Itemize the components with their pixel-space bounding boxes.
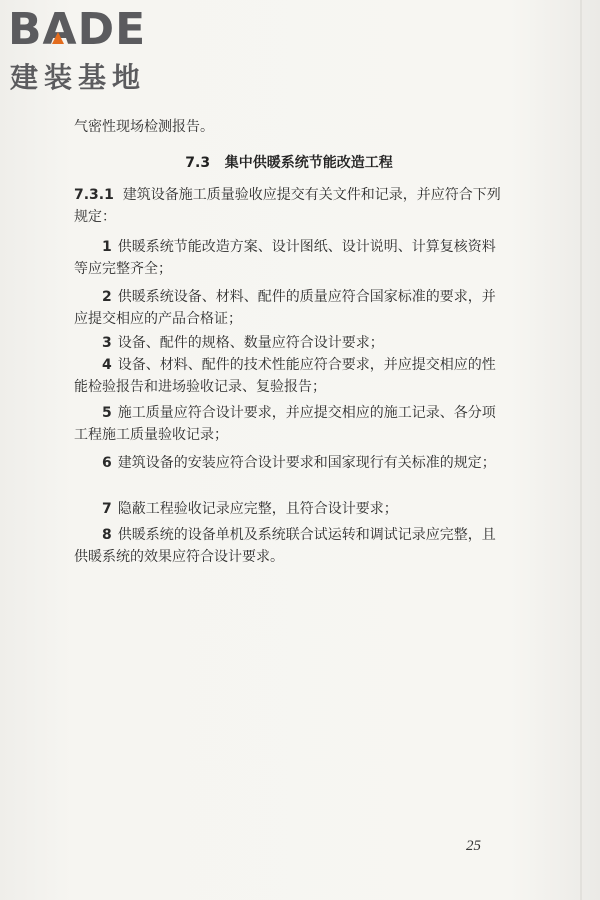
logo-letter-a: A [42, 4, 78, 55]
logo-wordmark [8, 6, 146, 54]
item-text: 建筑设备的安装应符合设计要求和国家现行有关标准的规定； [117, 455, 496, 471]
list-item [74, 332, 504, 354]
item-text: 供暖系统的设备单机及系统联合试运转和调试记录应完整，且供暖系统的效果应符合设计要求。 [74, 527, 496, 565]
item-number: 6 [102, 455, 112, 471]
list-item [74, 236, 504, 280]
item-number: 5 [102, 405, 112, 421]
intro-line: 气密性现场检测报告。 [74, 119, 214, 135]
item-number: 8 [102, 527, 112, 543]
list-item [74, 354, 504, 398]
item-number: 1 [102, 239, 112, 255]
item-text: 施工质量应符合设计要求，并应提交相应的施工记录、各分项工程施工质量验收记录； [74, 405, 496, 443]
section-heading [74, 152, 504, 172]
page-edge [580, 0, 582, 900]
clause-paragraph [74, 184, 504, 228]
logo-letter-b: B [8, 4, 43, 55]
item-text: 设备、材料、配件的技术性能应符合要求，并应提交相应的性能检验报告和进场验收记录、复验报告； [74, 357, 496, 395]
item-text: 隐蔽工程验收记录应完整，且符合设计要求； [117, 501, 398, 517]
bade-logo [8, 6, 178, 96]
list-item [74, 452, 504, 474]
item-number: 3 [102, 335, 112, 351]
logo-letters-de: DE [77, 4, 147, 55]
list-item [74, 286, 504, 330]
list-item [74, 402, 504, 446]
item-text: 供暖系统节能改造方案、设计图纸、设计说明、计算复核资料等应完整齐全； [74, 239, 496, 277]
clause-number: 7.3.1 [74, 187, 114, 203]
section-title: 集中供暖系统节能改造工程 [224, 155, 393, 171]
clause-text: 建筑设备施工质量验收应提交有关文件和记录，并应符合下列规定： [74, 187, 501, 225]
item-number: 2 [102, 289, 112, 305]
item-number: 4 [102, 357, 112, 373]
item-text: 供暖系统设备、材料、配件的质量应符合国家标准的要求，并应提交相应的产品合格证； [74, 289, 496, 327]
section-number: 7.3 [185, 155, 211, 171]
list-item [74, 498, 504, 520]
page-number: 25 [466, 838, 481, 854]
logo-subtitle: 建装基地 [10, 61, 147, 94]
item-number: 7 [102, 501, 112, 517]
item-text: 设备、配件的规格、数量应符合设计要求； [117, 335, 384, 351]
list-item [74, 524, 504, 568]
